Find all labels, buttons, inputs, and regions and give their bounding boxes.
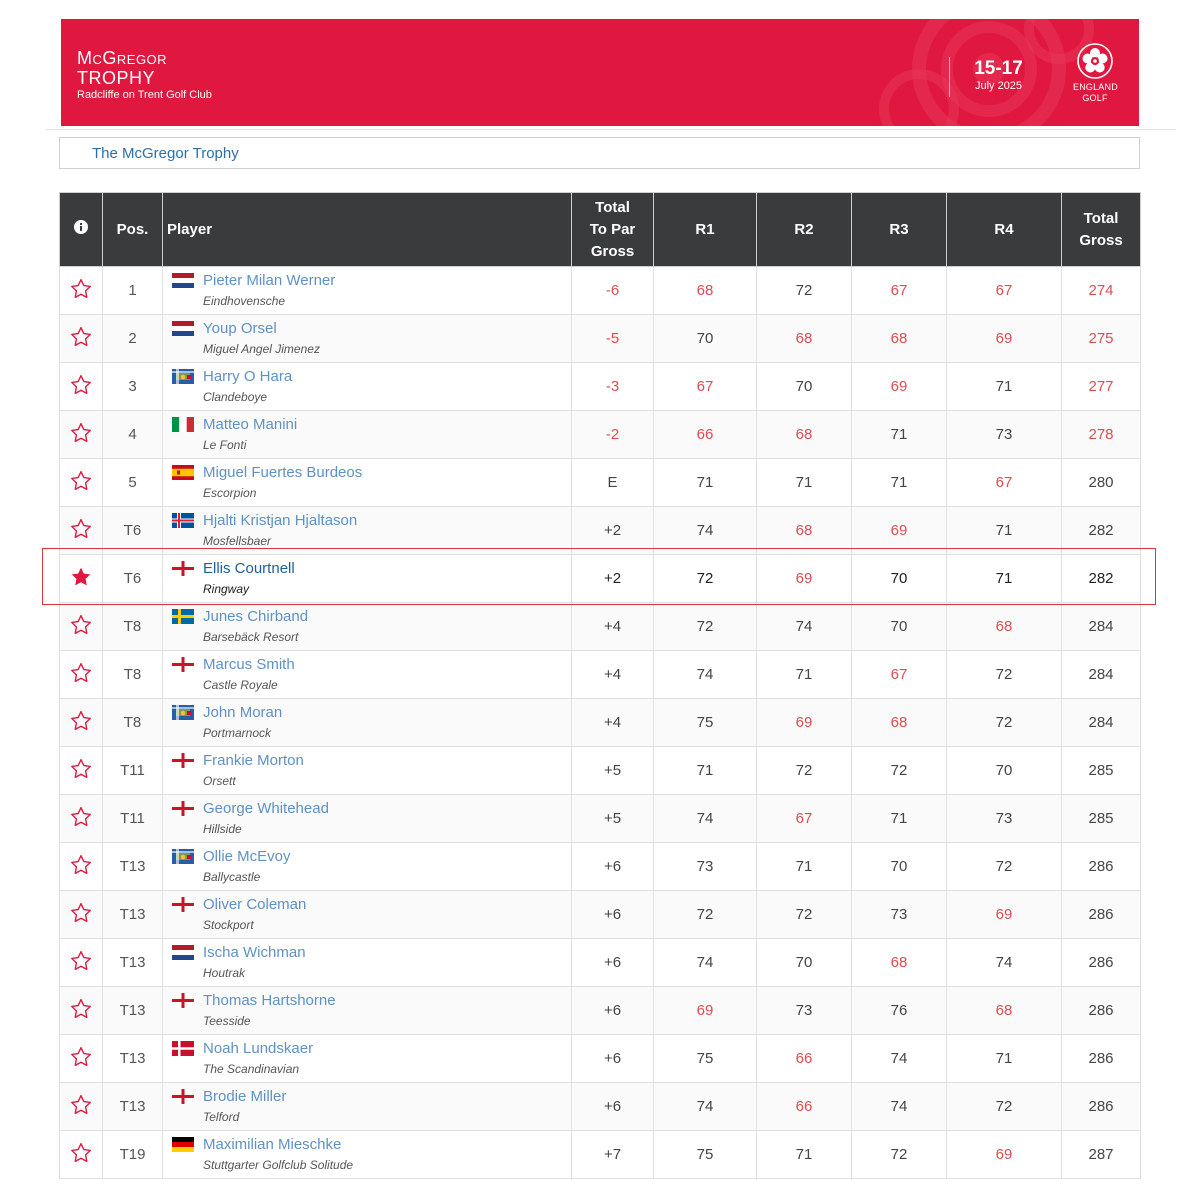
table-row[interactable] <box>60 795 1141 843</box>
table-row[interactable] <box>60 459 1141 507</box>
r4-score-cell: 73 <box>947 411 1062 459</box>
r3-score-cell: 67 <box>852 267 947 315</box>
player-club: Teesside <box>203 1014 251 1028</box>
event-banner <box>61 19 1139 126</box>
table-row[interactable] <box>60 363 1141 411</box>
player-name-link[interactable]: Maximilian Mieschke <box>203 1136 342 1153</box>
r4-score-cell: 74 <box>947 939 1062 987</box>
player-name-link[interactable]: George Whitehead <box>203 800 329 817</box>
r3-score-cell: 67 <box>852 651 947 699</box>
player-club: Escorpion <box>203 486 257 500</box>
player-name-link[interactable]: Ellis Courtnell <box>203 560 295 577</box>
total-gross-cell: 284 <box>1062 603 1141 651</box>
star-icon[interactable] <box>70 806 92 828</box>
player-name-link[interactable]: John Moran <box>203 704 283 721</box>
england-flag-icon <box>172 993 194 1008</box>
to-par-cell: -6 <box>572 267 654 315</box>
to-par-cell: +2 <box>572 555 654 603</box>
player-header[interactable]: Player <box>163 193 572 267</box>
r1-header[interactable]: R1 <box>654 193 757 267</box>
r3-score-cell: 71 <box>852 795 947 843</box>
table-row[interactable] <box>60 1035 1141 1083</box>
r1-score-cell: 69 <box>654 987 757 1035</box>
player-cell[interactable] <box>163 315 572 363</box>
player-name-link[interactable]: Oliver Coleman <box>203 896 307 913</box>
table-row[interactable] <box>60 699 1141 747</box>
event-title <box>77 48 167 88</box>
favorite-cell[interactable] <box>60 1083 103 1131</box>
r4-score-cell: 72 <box>947 843 1062 891</box>
total-gross-cell: 282 <box>1062 507 1141 555</box>
favorite-cell[interactable] <box>60 651 103 699</box>
table-row[interactable] <box>60 603 1141 651</box>
r3-score-cell: 76 <box>852 987 947 1035</box>
player-cell[interactable] <box>163 459 572 507</box>
player-club: Ringway <box>203 582 250 596</box>
to-par-cell: E <box>572 459 654 507</box>
r2-score-cell: 70 <box>757 939 852 987</box>
player-club: Ballycastle <box>203 870 261 884</box>
favorite-cell[interactable] <box>60 459 103 507</box>
star-icon[interactable] <box>70 422 92 444</box>
r1-score-cell: 74 <box>654 939 757 987</box>
r4-score-cell: 69 <box>947 891 1062 939</box>
netherlands-flag-icon <box>172 273 194 288</box>
to-par-cell: +4 <box>572 651 654 699</box>
r2-score-cell: 66 <box>757 1083 852 1131</box>
position-cell: T13 <box>103 939 163 987</box>
favorite-cell[interactable] <box>60 795 103 843</box>
to-par-cell: +6 <box>572 987 654 1035</box>
r4-score-cell: 70 <box>947 747 1062 795</box>
position-cell: T13 <box>103 843 163 891</box>
favorite-cell[interactable] <box>60 843 103 891</box>
r4-score-cell: 68 <box>947 987 1062 1035</box>
favorite-cell[interactable] <box>60 1131 103 1179</box>
table-row[interactable] <box>60 555 1141 603</box>
table-row[interactable] <box>60 891 1141 939</box>
to-par-cell: +6 <box>572 843 654 891</box>
r3-score-cell: 68 <box>852 699 947 747</box>
r1-score-cell: 72 <box>654 555 757 603</box>
star-icon[interactable] <box>70 614 92 636</box>
table-row[interactable] <box>60 315 1141 363</box>
to-par-cell: +2 <box>572 507 654 555</box>
player-club: Castle Royale <box>203 678 278 692</box>
to-par-cell: -2 <box>572 411 654 459</box>
r1-score-cell: 70 <box>654 315 757 363</box>
england-flag-icon <box>172 753 194 768</box>
to-par-cell: -5 <box>572 315 654 363</box>
r2-score-cell: 66 <box>757 1035 852 1083</box>
r2-score-cell: 68 <box>757 507 852 555</box>
player-club: Portmarnock <box>203 726 272 740</box>
r3-score-cell: 68 <box>852 939 947 987</box>
info-icon[interactable] <box>74 220 88 234</box>
to-par-cell: +5 <box>572 747 654 795</box>
position-cell: 5 <box>103 459 163 507</box>
to-par-cell: +4 <box>572 603 654 651</box>
to-par-header-2: To Par <box>589 220 636 238</box>
player-cell[interactable] <box>163 555 572 603</box>
star-filled-icon[interactable] <box>70 566 92 588</box>
star-icon[interactable] <box>70 902 92 924</box>
r2-score-cell: 71 <box>757 651 852 699</box>
to-par-header-3: Gross <box>590 242 635 260</box>
r3-score-cell: 70 <box>852 603 947 651</box>
position-cell: 4 <box>103 411 163 459</box>
r2-score-cell: 70 <box>757 363 852 411</box>
table-header-row <box>60 193 1141 267</box>
denmark-flag-icon <box>172 1041 194 1056</box>
table-row[interactable] <box>60 939 1141 987</box>
r2-score-cell: 68 <box>757 411 852 459</box>
logo-text-2: GOLF <box>1082 93 1108 103</box>
table-row[interactable] <box>60 507 1141 555</box>
position-cell: T8 <box>103 699 163 747</box>
player-cell[interactable] <box>163 795 572 843</box>
event-venue: Radcliffe on Trent Golf Club <box>77 89 212 101</box>
table-row[interactable] <box>60 1083 1141 1131</box>
position-cell: T13 <box>103 891 163 939</box>
favorite-cell[interactable] <box>60 987 103 1035</box>
position-cell: T8 <box>103 651 163 699</box>
r4-score-cell: 69 <box>947 1131 1062 1179</box>
total-gross-cell: 286 <box>1062 939 1141 987</box>
banner-divider <box>949 57 950 97</box>
player-cell[interactable] <box>163 891 572 939</box>
position-cell: T6 <box>103 507 163 555</box>
r4-score-cell: 72 <box>947 651 1062 699</box>
r4-score-cell: 67 <box>947 459 1062 507</box>
r1-score-cell: 71 <box>654 459 757 507</box>
position-cell: 3 <box>103 363 163 411</box>
table-row[interactable] <box>60 267 1141 315</box>
star-icon[interactable] <box>70 854 92 876</box>
total-gross-cell: 286 <box>1062 891 1141 939</box>
r2-header[interactable]: R2 <box>757 193 852 267</box>
player-club: Clandeboye <box>203 390 268 404</box>
r3-score-cell: 70 <box>852 555 947 603</box>
r2-score-cell: 73 <box>757 987 852 1035</box>
player-name-link[interactable]: Pieter Milan Werner <box>203 272 336 289</box>
player-club: The Scandinavian <box>203 1062 300 1076</box>
northern-ireland-flag-icon <box>172 705 194 720</box>
to-par-header-1: Total <box>595 198 630 216</box>
player-club: Miguel Angel Jimenez <box>203 342 320 356</box>
player-name-link[interactable]: Youp Orsel <box>203 320 277 337</box>
star-icon[interactable] <box>70 518 92 540</box>
position-cell: 1 <box>103 267 163 315</box>
to-par-header[interactable] <box>572 193 654 267</box>
r1-score-cell: 75 <box>654 1131 757 1179</box>
to-par-cell: +7 <box>572 1131 654 1179</box>
england-flag-icon <box>172 657 194 672</box>
info-header[interactable] <box>60 193 103 267</box>
to-par-cell: +6 <box>572 891 654 939</box>
total-gross-cell: 286 <box>1062 1083 1141 1131</box>
position-cell: T13 <box>103 987 163 1035</box>
favorite-cell[interactable] <box>60 315 103 363</box>
event-month: July 2025 <box>974 80 1023 92</box>
r4-score-cell: 71 <box>947 1035 1062 1083</box>
total-gross-cell: 284 <box>1062 651 1141 699</box>
pos-header[interactable]: Pos. <box>103 193 163 267</box>
r3-score-cell: 68 <box>852 315 947 363</box>
r1-score-cell: 72 <box>654 891 757 939</box>
position-cell: T19 <box>103 1131 163 1179</box>
leaderboard-table <box>59 192 1141 1179</box>
to-par-cell: +6 <box>572 1083 654 1131</box>
r1-score-cell: 74 <box>654 507 757 555</box>
total-gross-cell: 282 <box>1062 555 1141 603</box>
star-icon[interactable] <box>70 374 92 396</box>
event-title-line1: McGregor <box>77 48 168 68</box>
sweden-flag-icon <box>172 609 194 624</box>
r3-score-cell: 74 <box>852 1083 947 1131</box>
total-gross-cell: 286 <box>1062 987 1141 1035</box>
r2-score-cell: 69 <box>757 555 852 603</box>
r2-score-cell: 67 <box>757 795 852 843</box>
r1-score-cell: 73 <box>654 843 757 891</box>
total-gross-cell: 287 <box>1062 1131 1141 1179</box>
total-header-2: Gross <box>1079 231 1123 249</box>
position-cell: 2 <box>103 315 163 363</box>
netherlands-flag-icon <box>172 945 194 960</box>
star-icon[interactable] <box>70 278 92 300</box>
star-icon[interactable] <box>70 326 92 348</box>
star-icon[interactable] <box>70 470 92 492</box>
northern-ireland-flag-icon <box>172 849 194 864</box>
r4-header[interactable]: R4 <box>947 193 1062 267</box>
r4-score-cell: 67 <box>947 267 1062 315</box>
player-name-link[interactable]: Marcus Smith <box>203 656 295 673</box>
player-club: Telford <box>203 1110 240 1124</box>
total-gross-cell: 285 <box>1062 795 1141 843</box>
event-title-line2: TROPHY <box>77 68 156 88</box>
total-gross-cell: 286 <box>1062 1035 1141 1083</box>
player-name-link[interactable]: Ollie McEvoy <box>203 848 291 865</box>
table-row[interactable] <box>60 747 1141 795</box>
england-flag-icon <box>172 897 194 912</box>
divider <box>46 129 1176 130</box>
player-cell[interactable] <box>163 843 572 891</box>
player-cell[interactable] <box>163 411 572 459</box>
r4-score-cell: 71 <box>947 507 1062 555</box>
r3-score-cell: 69 <box>852 363 947 411</box>
player-club: Barsebäck Resort <box>203 630 299 644</box>
total-gross-cell: 274 <box>1062 267 1141 315</box>
total-gross-cell: 277 <box>1062 363 1141 411</box>
star-icon[interactable] <box>70 710 92 732</box>
star-icon[interactable] <box>70 950 92 972</box>
r2-score-cell: 69 <box>757 699 852 747</box>
favorite-cell[interactable] <box>60 747 103 795</box>
breadcrumb <box>59 137 1140 169</box>
r1-score-cell: 74 <box>654 795 757 843</box>
star-icon[interactable] <box>70 758 92 780</box>
favorite-cell[interactable] <box>60 363 103 411</box>
r3-score-cell: 69 <box>852 507 947 555</box>
star-icon[interactable] <box>70 1094 92 1116</box>
star-icon[interactable] <box>70 1142 92 1164</box>
total-gross-cell: 285 <box>1062 747 1141 795</box>
spain-flag-icon <box>172 465 194 480</box>
player-name-link[interactable]: Thomas Hartshorne <box>203 992 336 1009</box>
total-header-1: Total <box>1083 209 1119 227</box>
r2-score-cell: 68 <box>757 315 852 363</box>
player-club: Mosfellsbaer <box>203 534 272 548</box>
player-cell[interactable] <box>163 267 572 315</box>
r2-score-cell: 71 <box>757 1131 852 1179</box>
r2-score-cell: 72 <box>757 267 852 315</box>
r1-score-cell: 75 <box>654 1035 757 1083</box>
r3-score-cell: 72 <box>852 1131 947 1179</box>
r4-score-cell: 72 <box>947 699 1062 747</box>
to-par-cell: +6 <box>572 939 654 987</box>
total-gross-cell: 280 <box>1062 459 1141 507</box>
favorite-cell[interactable] <box>60 699 103 747</box>
position-cell: T13 <box>103 1083 163 1131</box>
table-row[interactable] <box>60 987 1141 1035</box>
england-flag-icon <box>172 1089 194 1104</box>
r2-score-cell: 72 <box>757 747 852 795</box>
r1-score-cell: 67 <box>654 363 757 411</box>
r4-score-cell: 68 <box>947 603 1062 651</box>
r2-score-cell: 71 <box>757 459 852 507</box>
total-gross-cell: 284 <box>1062 699 1141 747</box>
r3-score-cell: 73 <box>852 891 947 939</box>
r1-score-cell: 72 <box>654 603 757 651</box>
player-name-link[interactable]: Harry O Hara <box>203 368 293 385</box>
favorite-cell[interactable] <box>60 1035 103 1083</box>
favorite-cell[interactable] <box>60 891 103 939</box>
r1-score-cell: 68 <box>654 267 757 315</box>
position-cell: T8 <box>103 603 163 651</box>
to-par-cell: -3 <box>572 363 654 411</box>
total-gross-cell: 275 <box>1062 315 1141 363</box>
player-cell[interactable] <box>163 699 572 747</box>
total-gross-cell: 286 <box>1062 843 1141 891</box>
player-cell[interactable] <box>163 363 572 411</box>
to-par-cell: +4 <box>572 699 654 747</box>
r4-score-cell: 72 <box>947 1083 1062 1131</box>
table-row[interactable] <box>60 1131 1141 1179</box>
r3-score-cell: 72 <box>852 747 947 795</box>
position-cell: T11 <box>103 795 163 843</box>
player-name-link[interactable]: Ischa Wichman <box>203 944 306 961</box>
player-name-link[interactable]: Hjalti Kristjan Hjaltason <box>203 512 358 529</box>
logo-text-1: ENGLAND <box>1073 82 1118 92</box>
player-club: Stuttgarter Golfclub Solitude <box>203 1158 354 1172</box>
england-flag-icon <box>172 561 194 576</box>
total-header[interactable] <box>1062 193 1141 267</box>
r4-score-cell: 69 <box>947 315 1062 363</box>
player-club: Hillside <box>203 822 242 836</box>
favorite-cell[interactable] <box>60 507 103 555</box>
star-icon[interactable] <box>70 1046 92 1068</box>
player-cell[interactable] <box>163 651 572 699</box>
player-cell[interactable] <box>163 507 572 555</box>
position-cell: T13 <box>103 1035 163 1083</box>
player-name-link[interactable]: Junes Chirband <box>203 608 309 625</box>
player-name-link[interactable]: Matteo Manini <box>203 416 298 433</box>
r2-score-cell: 72 <box>757 891 852 939</box>
iceland-flag-icon <box>172 513 194 528</box>
r2-score-cell: 71 <box>757 843 852 891</box>
position-cell: T11 <box>103 747 163 795</box>
favorite-cell[interactable] <box>60 267 103 315</box>
northern-ireland-flag-icon <box>172 369 194 384</box>
r1-score-cell: 66 <box>654 411 757 459</box>
favorite-cell[interactable] <box>60 939 103 987</box>
player-cell[interactable] <box>163 939 572 987</box>
table-row[interactable] <box>60 411 1141 459</box>
player-name-link[interactable]: Brodie Miller <box>203 1088 287 1105</box>
r3-score-cell: 70 <box>852 843 947 891</box>
player-cell[interactable] <box>163 747 572 795</box>
r3-score-cell: 71 <box>852 459 947 507</box>
player-cell[interactable] <box>163 1131 572 1179</box>
star-icon[interactable] <box>70 662 92 684</box>
to-par-cell: +6 <box>572 1035 654 1083</box>
player-name-link[interactable]: Frankie Morton <box>203 752 304 769</box>
r1-score-cell: 74 <box>654 1083 757 1131</box>
favorite-cell[interactable] <box>60 555 103 603</box>
event-dates <box>961 59 1036 92</box>
player-name-link[interactable]: Noah Lundskaer <box>203 1040 314 1057</box>
netherlands-flag-icon <box>172 321 194 336</box>
r4-score-cell: 73 <box>947 795 1062 843</box>
table-row[interactable] <box>60 651 1141 699</box>
r2-score-cell: 74 <box>757 603 852 651</box>
germany-flag-icon <box>172 1137 194 1152</box>
event-days: 15-17 <box>974 58 1023 79</box>
player-club: Eindhovensche <box>203 294 286 308</box>
breadcrumb-link[interactable]: The McGregor Trophy <box>92 145 239 162</box>
r1-score-cell: 74 <box>654 651 757 699</box>
r3-score-cell: 71 <box>852 411 947 459</box>
england-flag-icon <box>172 801 194 816</box>
r3-score-cell: 74 <box>852 1035 947 1083</box>
player-club: Stockport <box>203 918 254 932</box>
favorite-cell[interactable] <box>60 603 103 651</box>
total-gross-cell: 278 <box>1062 411 1141 459</box>
favorite-cell[interactable] <box>60 411 103 459</box>
r4-score-cell: 71 <box>947 555 1062 603</box>
r3-header[interactable]: R3 <box>852 193 947 267</box>
to-par-cell: +5 <box>572 795 654 843</box>
player-cell[interactable] <box>163 1083 572 1131</box>
player-name-link[interactable]: Miguel Fuertes Burdeos <box>203 464 363 481</box>
england-golf-logo <box>1073 43 1117 104</box>
r1-score-cell: 71 <box>654 747 757 795</box>
italy-flag-icon <box>172 417 194 432</box>
star-icon[interactable] <box>70 998 92 1020</box>
player-club: Houtrak <box>203 966 246 980</box>
player-cell[interactable] <box>163 1035 572 1083</box>
player-club: Orsett <box>203 774 236 788</box>
position-cell: T6 <box>103 555 163 603</box>
player-cell[interactable] <box>163 603 572 651</box>
r4-score-cell: 71 <box>947 363 1062 411</box>
player-club: Le Fonti <box>203 438 247 452</box>
r1-score-cell: 75 <box>654 699 757 747</box>
player-cell[interactable] <box>163 987 572 1035</box>
table-row[interactable] <box>60 843 1141 891</box>
rose-icon <box>1077 43 1113 79</box>
